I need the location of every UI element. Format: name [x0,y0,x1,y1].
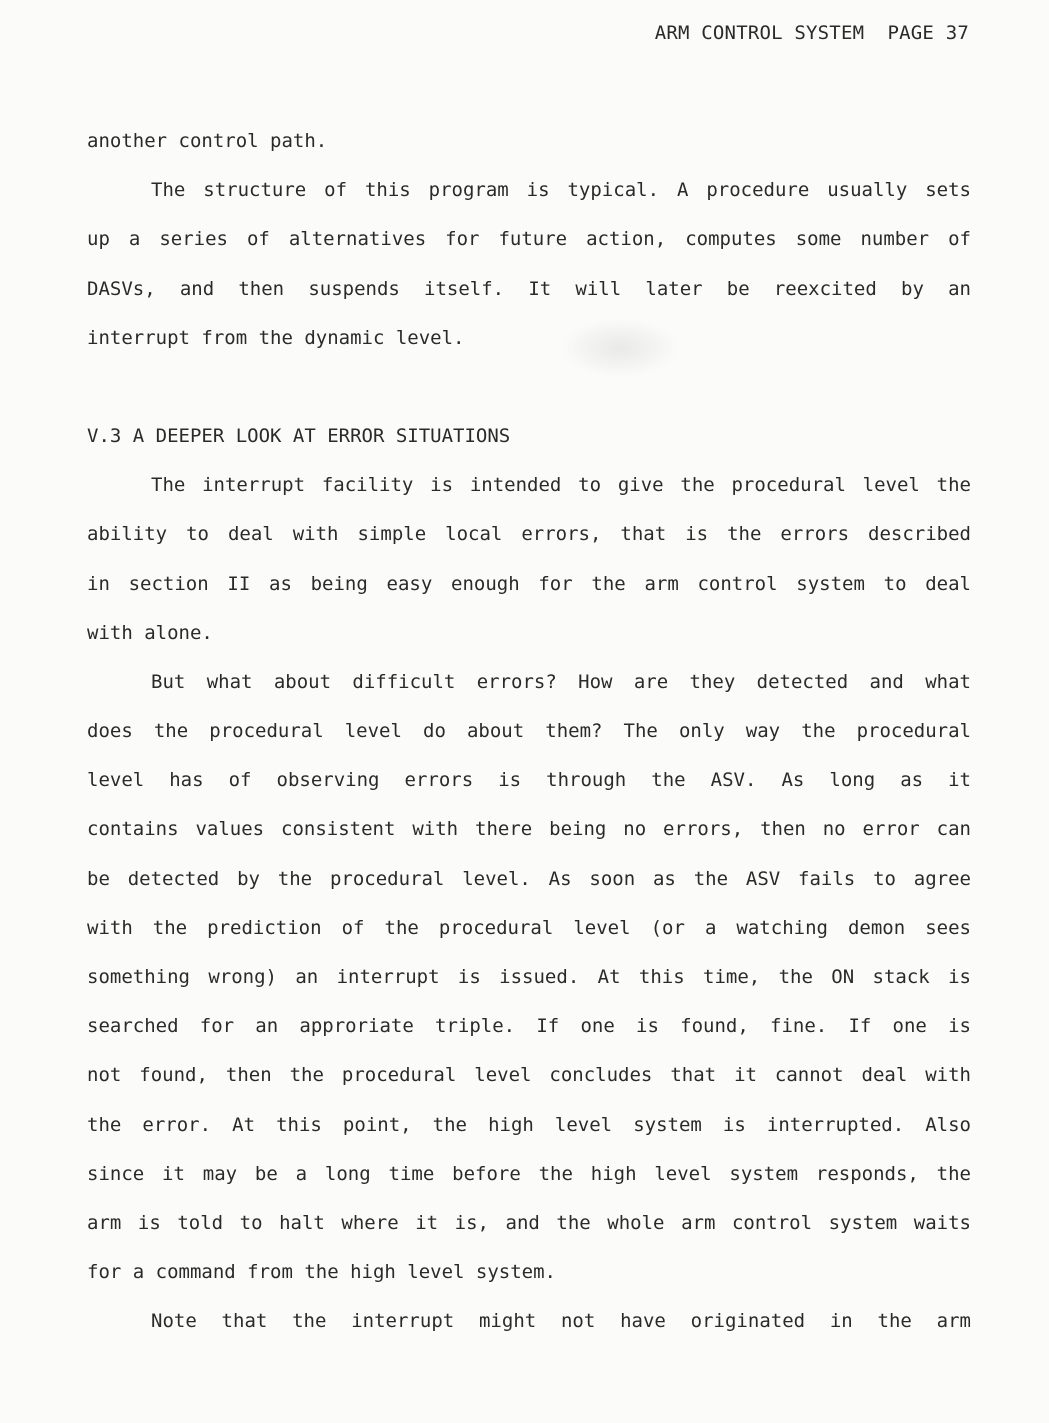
text-line: ability to deal with simple local errors, that is the errors described [87,523,971,546]
text-line: in section II as being easy enough for the arm control system to deal [87,572,971,595]
text-line: since it may be a long time before the high level system responds, the [87,1162,971,1185]
text-line: be detected by the procedural level. As soon as the ASV fails to agree [87,867,971,890]
text-line: another control path. [87,130,328,152]
text-line: arm is told to halt where it is, and the whole arm control system waits [87,1211,971,1234]
header-page-number: PAGE 37 [887,22,969,44]
text-line: searched for an approriate triple. If one is found, fine. If one is [87,1015,971,1038]
text-line: up a series of alternatives for future action, computes some number of [87,228,971,251]
text-line: The interrupt facility is intended to give the procedural level the [151,474,971,497]
text-line: contains values consistent with there being no errors, then no error can [87,818,971,841]
text-line: level has of observing errors is through the ASV. As long as it [87,769,971,792]
section-heading: V.3 A DEEPER LOOK AT ERROR SITUATIONS [87,424,511,447]
text-line: Note that the interrupt might not have originated in the arm [151,1310,971,1333]
text-line: not found, then the procedural level concludes that it cannot deal with [87,1064,971,1087]
text-line: for a command from the high level system. [87,1261,556,1284]
header-title: ARM CONTROL SYSTEM [654,22,865,44]
text-line: does the procedural level do about them? The only way the procedural [87,720,971,743]
text-line: with the prediction of the procedural level (or a watching demon sees [87,916,971,939]
text-line: But what about difficult errors? How are they detected and what [151,670,971,693]
body-text [87,117,971,1347]
text-line: the error. At this point, the high level system is interrupted. Also [87,1113,971,1136]
text-line: with alone. [87,621,213,644]
text-line: The structure of this program is typical. A procedure usually sets [151,179,971,202]
running-header [655,22,969,44]
text-line: DASVs, and then suspends itself. It will later be reexcited by an [87,277,971,300]
text-line: interrupt from the dynamic level. [87,326,465,349]
text-line: something wrong) an interrupt is issued. At this time, the ON stack is [87,966,971,988]
